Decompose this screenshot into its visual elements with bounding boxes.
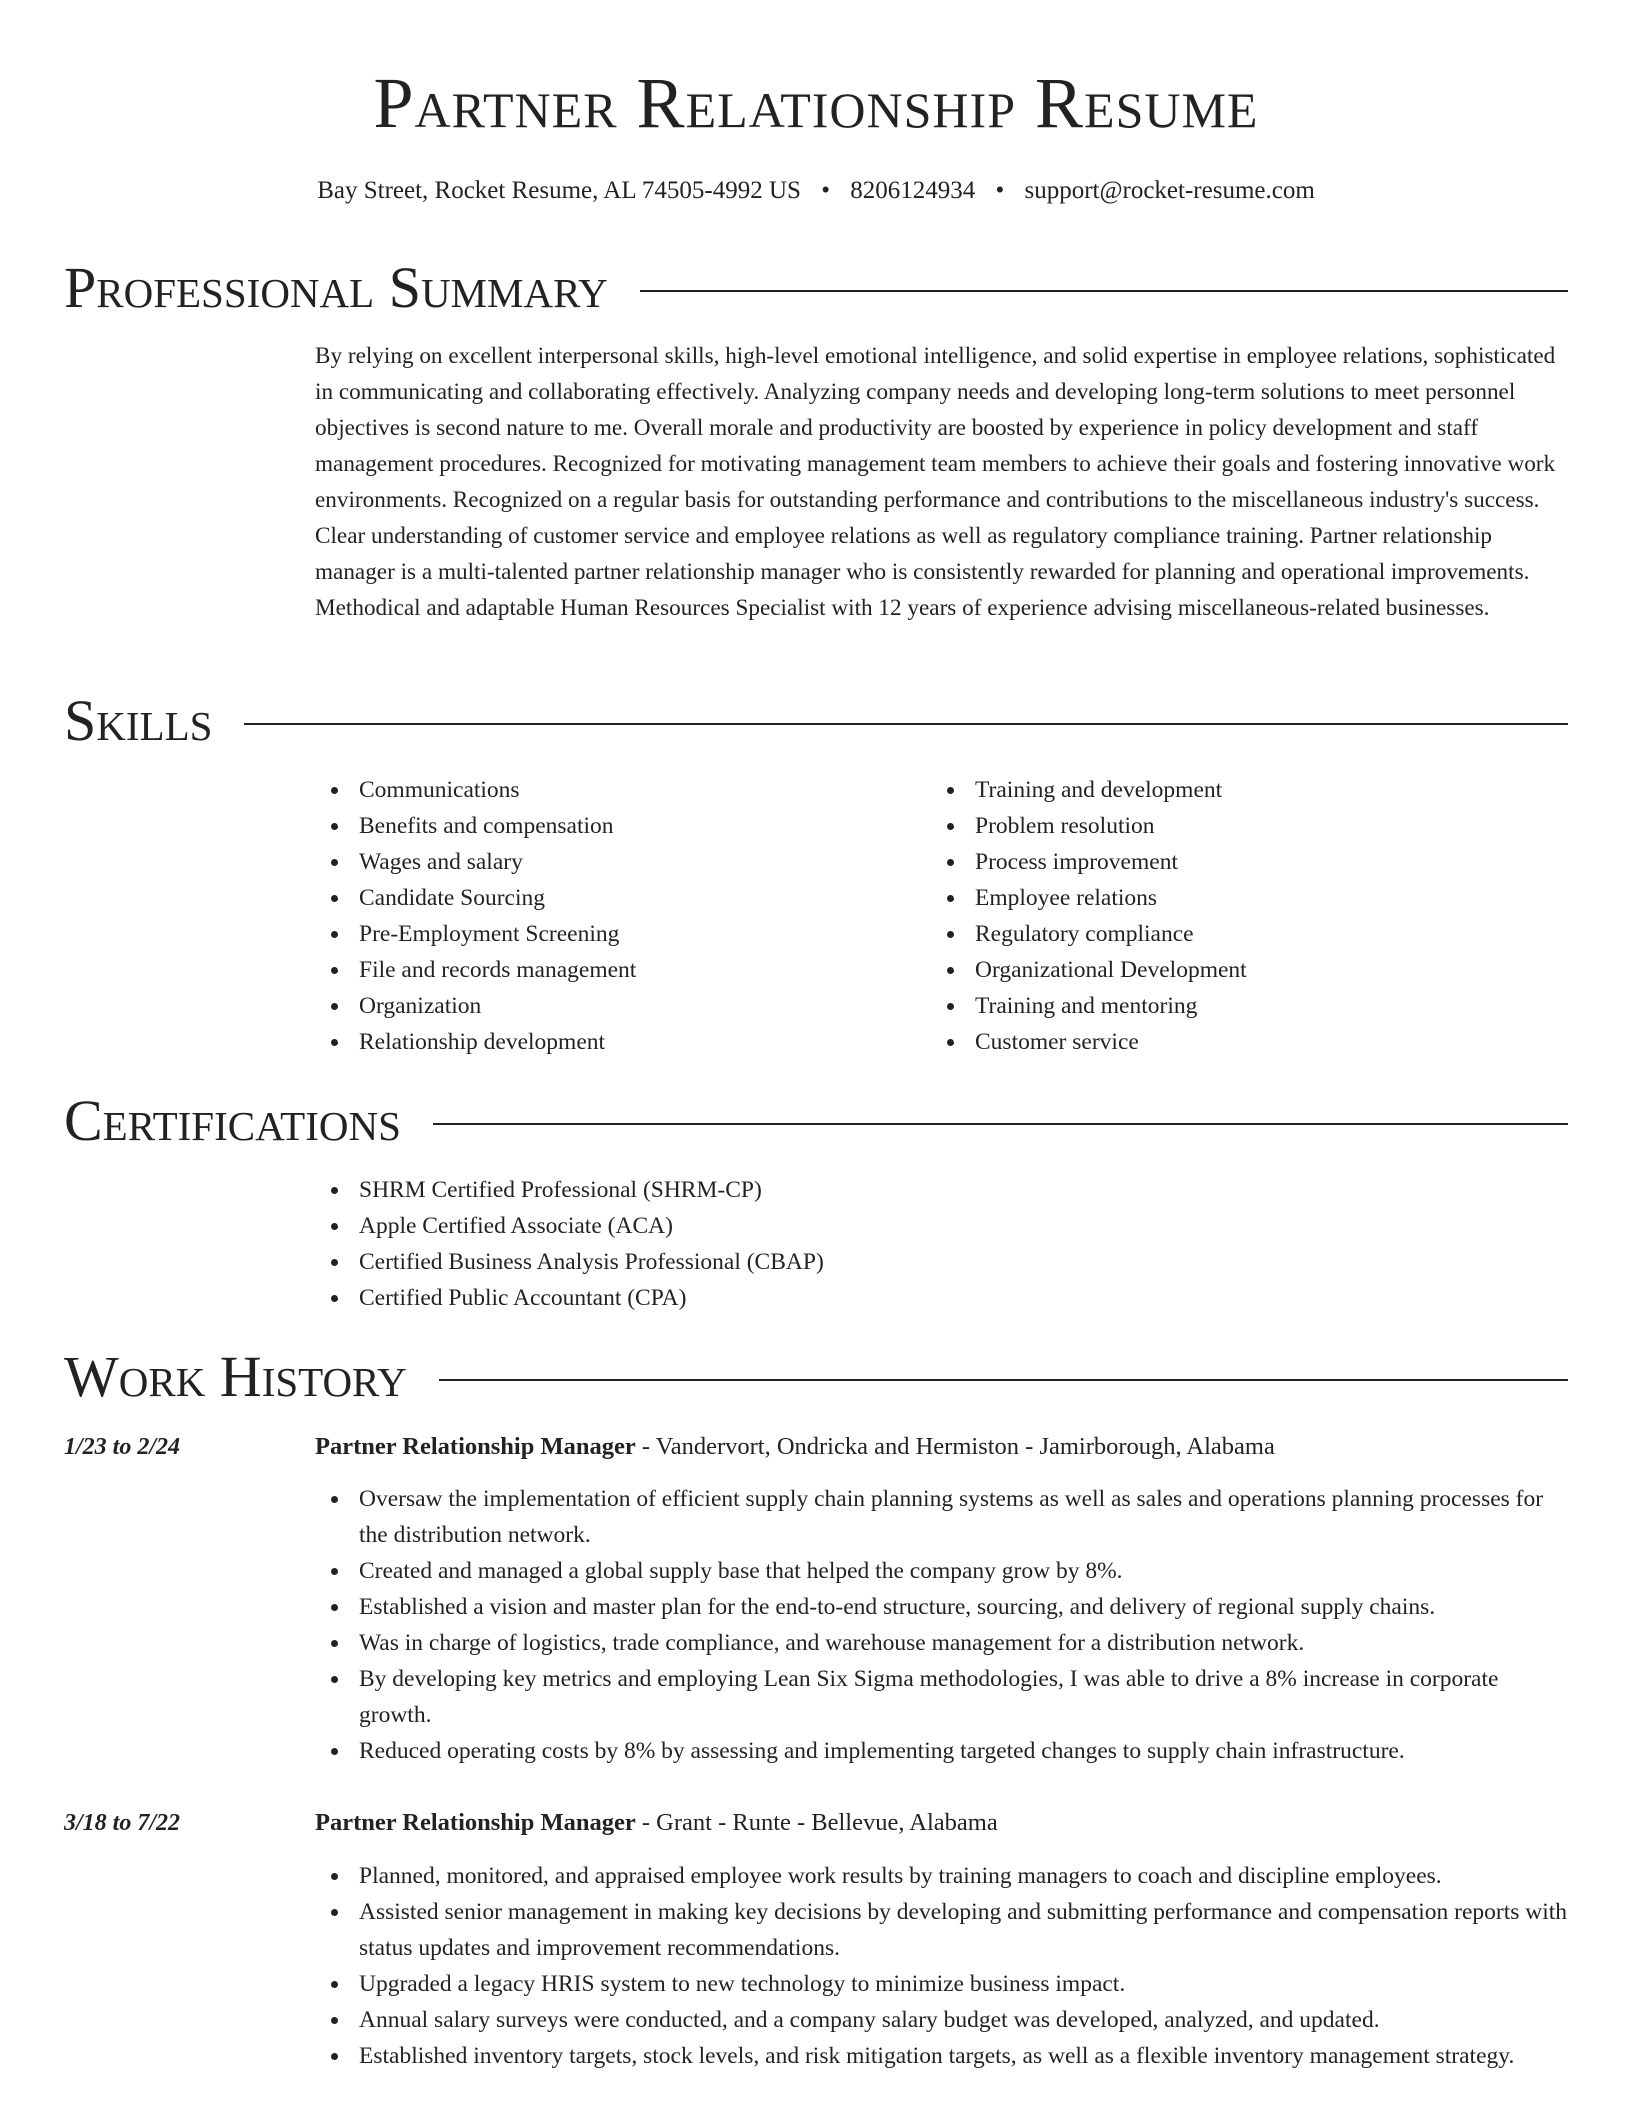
skill-item: Wages and salary [315,844,636,880]
summary-section-header [64,253,1568,323]
job-dates: 1/23 to 2/24 [64,1434,181,1460]
skill-item: Organization [315,988,636,1024]
skill-item: Training and mentoring [931,988,1247,1024]
job-employer: - Grant - Runte - Bellevue, Alabama [635,1809,998,1836]
job-bullet: Oversaw the implementation of efficient supply chain planning systems as well as sales and operations planning processes for the distribution network. [315,1481,1575,1553]
skills-list-left [315,772,636,1060]
work-history-section-header [64,1342,1568,1412]
skill-item: Relationship development [315,1024,636,1060]
job-title-line [315,1429,1275,1465]
job-bullet: Reduced operating costs by 8% by assessing and implementing targeted changes to supply chain infrastructure. [315,1733,1575,1769]
skill-item: Regulatory compliance [931,916,1247,952]
job-title-line [315,1805,998,1841]
skill-item: Organizational Development [931,952,1247,988]
certification-item: Apple Certified Associate (ACA) [315,1208,824,1244]
skill-item: Customer service [931,1024,1247,1060]
resume-name: Partner Relationship Resume [373,63,1259,143]
contact-separator: • [995,177,1005,204]
section-divider [640,290,1568,292]
certification-item: Certified Public Accountant (CPA) [315,1280,824,1316]
skill-item: Training and development [931,772,1247,808]
job-bullet: Established inventory targets, stock levels, and risk mitigation targets, as well as a flexible inventory management strategy. [315,2038,1575,2074]
work-history-section-title: Work History [64,1344,407,1409]
skills-list-right [931,772,1247,1060]
certifications-section-title: Certifications [64,1088,401,1153]
section-divider [244,723,1568,725]
section-divider [433,1123,1568,1125]
job-bullet: By developing key metrics and employing Lean Six Sigma methodologies, I was able to drive a 8% increase in corporate growth. [315,1661,1575,1733]
certification-item: Certified Business Analysis Professional (CBAP) [315,1244,824,1280]
skill-item: Problem resolution [931,808,1247,844]
job-employer: - Vandervort, Ondricka and Hermiston - Jamirborough, Alabama [635,1433,1275,1460]
job-title: Partner Relationship Manager [315,1809,636,1836]
job-bullets [315,1858,1575,2074]
contact-email: support@rocket-resume.com [1024,177,1315,204]
certifications-section-header [64,1086,1568,1156]
contact-line [0,174,1632,208]
skill-item: Pre-Employment Screening [315,916,636,952]
contact-phone: 8206124934 [850,177,976,204]
skills-section-title: Skills [64,688,213,753]
job-bullet: Upgraded a legacy HRIS system to new technology to minimize business impact. [315,1966,1575,2002]
job-bullet: Annual salary surveys were conducted, and a company salary budget was developed, analyzed, and updated. [315,2002,1575,2038]
skill-item: Candidate Sourcing [315,880,636,916]
job-bullet: Planned, monitored, and appraised employee work results by training managers to coach and discipline employees. [315,1858,1575,1894]
certifications-list [315,1172,824,1316]
job-title: Partner Relationship Manager [315,1433,636,1460]
skill-item: Communications [315,772,636,808]
skills-section-header [64,686,1568,756]
contact-separator: • [821,177,830,204]
summary-section-title: Professional Summary [64,255,608,320]
skill-item: Process improvement [931,844,1247,880]
job-dates: 3/18 to 7/22 [64,1810,181,1836]
job-bullet: Assisted senior management in making key decisions by developing and submitting performance and compensation reports with status updates and improvement recommendations. [315,1894,1575,1966]
skill-item: File and records management [315,952,636,988]
job-bullet: Created and managed a global supply base that helped the company grow by 8%. [315,1553,1575,1589]
certification-item: SHRM Certified Professional (SHRM-CP) [315,1172,824,1208]
skill-item: Benefits and compensation [315,808,636,844]
job-bullets [315,1481,1575,1769]
job-bullet: Established a vision and master plan for the end-to-end structure, sourcing, and delivery of regional supply chains. [315,1589,1575,1625]
job-bullet: Was in charge of logistics, trade compliance, and warehouse management for a distribution network. [315,1625,1575,1661]
section-divider [439,1379,1568,1381]
summary-text: By relying on excellent interpersonal skills, high-level emotional intelligence, and solid expertise in employee relations, sophisticated in communicating and collaborating effectively. Analyzing company needs and developing long-term solutions to meet personnel objectives is second nature to me. Overall morale and productivity are boosted by experience in policy development and staff management procedures. Recognized for motivating management team members to achieve their goals and fostering innovative work environments. Recognized on a regular basis for outstanding performance and contributions to the miscellaneous industry's success. Clear understanding of customer service and employee relations as well as regulatory compliance training. Partner relationship manager is a multi-talented partner relationship manager who is consistently rewarded for planning and operational improvements. Methodical and adaptable Human Resources Specialist with 12 years of experience advising miscellaneous-related businesses. [315,343,1556,621]
skill-item: Employee relations [931,880,1247,916]
contact-address: Bay Street, Rocket Resume, AL 74505-4992 US [317,177,801,204]
